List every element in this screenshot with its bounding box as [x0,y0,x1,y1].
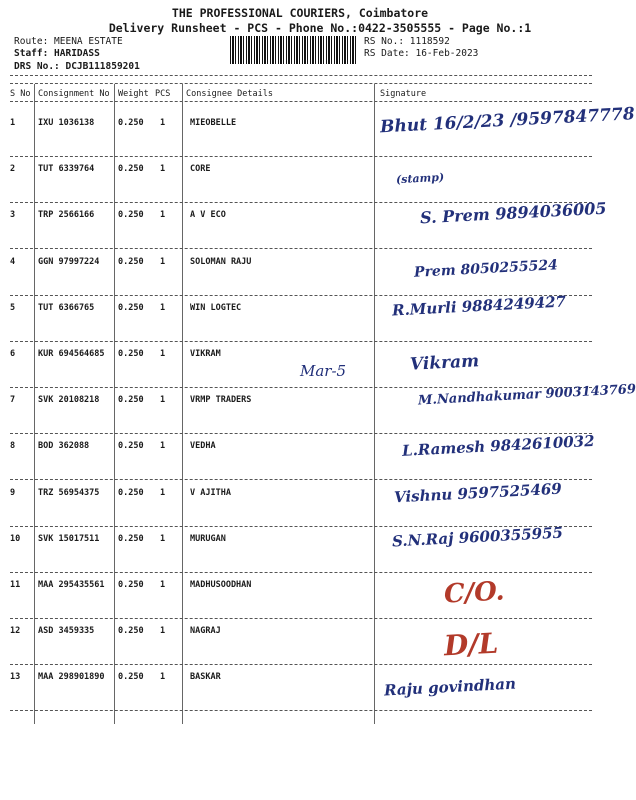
handwritten-signature: Prem 8050255524 [413,256,559,281]
row-pcs: 1 [160,533,166,544]
header-divider [10,83,592,84]
row-consignee: SOLOMAN RAJU [190,256,252,267]
row-consignee: VIKRAM [190,349,221,359]
handwritten-signature: S.N.Raj 9600355955 [391,523,564,551]
row-divider [10,618,592,619]
row-consignee: BASKAR [190,672,221,683]
row-weight: 0.250 [118,580,144,590]
row-sno: 13 [10,672,21,683]
rs-date: RS Date: 16-Feb-2023 [364,48,479,59]
row-consignee: CORE [190,164,211,175]
row-sno: 5 [10,302,16,313]
col-header-weight: Weight [118,89,149,99]
row-divider [10,341,592,342]
staff-label: Staff: HARIDASS [14,48,100,59]
row-divider [10,248,592,249]
row-weight: 0.250 [118,118,144,128]
col-header-signature: Signature [380,89,427,99]
row-pcs: 1 [160,441,166,452]
row-consignment-no: TUT 6366765 [38,302,95,313]
table-row [0,626,600,672]
drs-number: DRS No.: DCJB111859201 [14,61,140,72]
row-divider [10,479,592,480]
row-sno: 4 [10,256,16,267]
row-weight: 0.250 [118,441,144,452]
route-label: Route: MEENA ESTATE [14,36,123,47]
row-consignment-no: KUR 694564685 [38,349,105,359]
row-pcs: 1 [160,626,166,637]
row-sno: 8 [10,441,16,452]
table-row [0,672,600,718]
row-sno: 6 [10,349,16,359]
table-row [0,199,607,256]
col-header-pcs: PCS [155,89,171,99]
row-pcs: 1 [160,302,166,313]
document-subtitle: Delivery Runsheet - PCS - Phone No.:0422-3505555 - Page No.:1 [108,21,532,35]
handwritten-signature: D/L [443,626,500,663]
row-pcs: 1 [160,256,166,267]
row-consignment-no: SVK 15017511 [38,533,100,544]
handwritten-signature: Vishnu 9597525469 [393,479,563,506]
row-consignment-no: IXU 1036138 [38,118,95,128]
row-weight: 0.250 [118,672,144,683]
row-weight: 0.250 [118,349,144,359]
barcode-image [230,36,356,64]
row-weight: 0.250 [118,256,144,267]
col-header-consignment: Consignment No [38,89,110,99]
table-row [0,523,600,580]
table-row [0,292,600,349]
row-consignment-no: TUT 6339764 [38,164,95,175]
row-pcs: 1 [160,395,166,406]
handwritten-signature: M.Nandhakumar 9003143769 [417,382,636,409]
handwritten-signature: L.Ramesh 9842610032 [401,432,595,461]
handwritten-signature: Vikram [409,351,480,375]
table-header-divider [10,101,592,102]
handwritten-signature: (stamp) [395,170,445,187]
row-consignment-no: MAA 295435561 [38,580,105,590]
row-consignment-no: MAA 298901890 [38,672,105,683]
table-row [0,432,600,487]
row-consignee: VRMP TRADERS [190,395,252,406]
row-consignee: MIEOBELLE [190,118,237,128]
row-sno: 10 [10,533,21,544]
row-consignee: WIN LOGTEC [190,302,242,313]
handwritten-signature: Raju govindhan [383,674,517,700]
row-consignment-no: TRP 2566166 [38,210,95,221]
row-sno: 11 [10,580,21,590]
row-weight: 0.250 [118,302,144,313]
row-sno: 9 [10,487,16,498]
row-consignee: MURUGAN [190,533,226,544]
row-weight: 0.250 [118,487,144,498]
row-consignee: NAGRAJ [190,626,221,637]
row-sno: 7 [10,395,16,406]
margin-note: Mar-5 [300,362,347,380]
handwritten-signature: Bhut 16/2/23 /9597847778 [379,104,636,138]
handwritten-signature: S. Prem 9894036005 [419,199,607,228]
row-weight: 0.250 [118,626,144,637]
rs-number: RS No.: 1118592 [364,36,450,47]
row-weight: 0.250 [118,533,144,544]
row-consignment-no: TRZ 56954375 [38,487,100,498]
col-header-consignee: Consignee Details [186,89,273,99]
table-row [0,382,636,441]
row-pcs: 1 [160,164,166,175]
row-pcs: 1 [160,672,166,683]
row-consignment-no: BOD 362088 [38,441,90,452]
row-consignee: VEDHA [190,441,216,452]
row-pcs: 1 [160,210,166,221]
row-consignee: V AJITHA [190,487,231,498]
row-weight: 0.250 [118,210,144,221]
row-sno: 12 [10,626,21,637]
handwritten-signature: C/O. [443,576,506,610]
handwritten-signature: R.Murli 9884249427 [391,292,567,320]
col-header-sno: S No [10,89,31,99]
row-pcs: 1 [160,349,166,359]
row-divider [10,433,592,434]
row-pcs: 1 [160,580,166,590]
header-divider [10,75,592,76]
row-pcs: 1 [160,118,166,128]
row-sno: 2 [10,164,16,175]
row-consignment-no: SVK 20108218 [38,395,100,406]
row-divider [10,572,592,573]
row-weight: 0.250 [118,164,144,175]
row-divider [10,664,592,665]
row-consignee: MADHUSOODHAN [190,580,252,590]
table-row [0,104,636,164]
row-consignment-no: ASD 3459335 [38,626,95,637]
row-sno: 3 [10,210,16,221]
row-sno: 1 [10,118,16,128]
row-divider [10,710,592,711]
document-title: THE PROFESSIONAL COURIERS, Coimbatore [171,6,429,20]
row-consignment-no: GGN 97997224 [38,256,100,267]
table-row [0,576,600,626]
row-divider [10,156,592,157]
row-divider [10,387,592,388]
row-weight: 0.250 [118,395,144,406]
row-consignee: A V ECO [190,210,226,221]
row-pcs: 1 [160,487,166,498]
